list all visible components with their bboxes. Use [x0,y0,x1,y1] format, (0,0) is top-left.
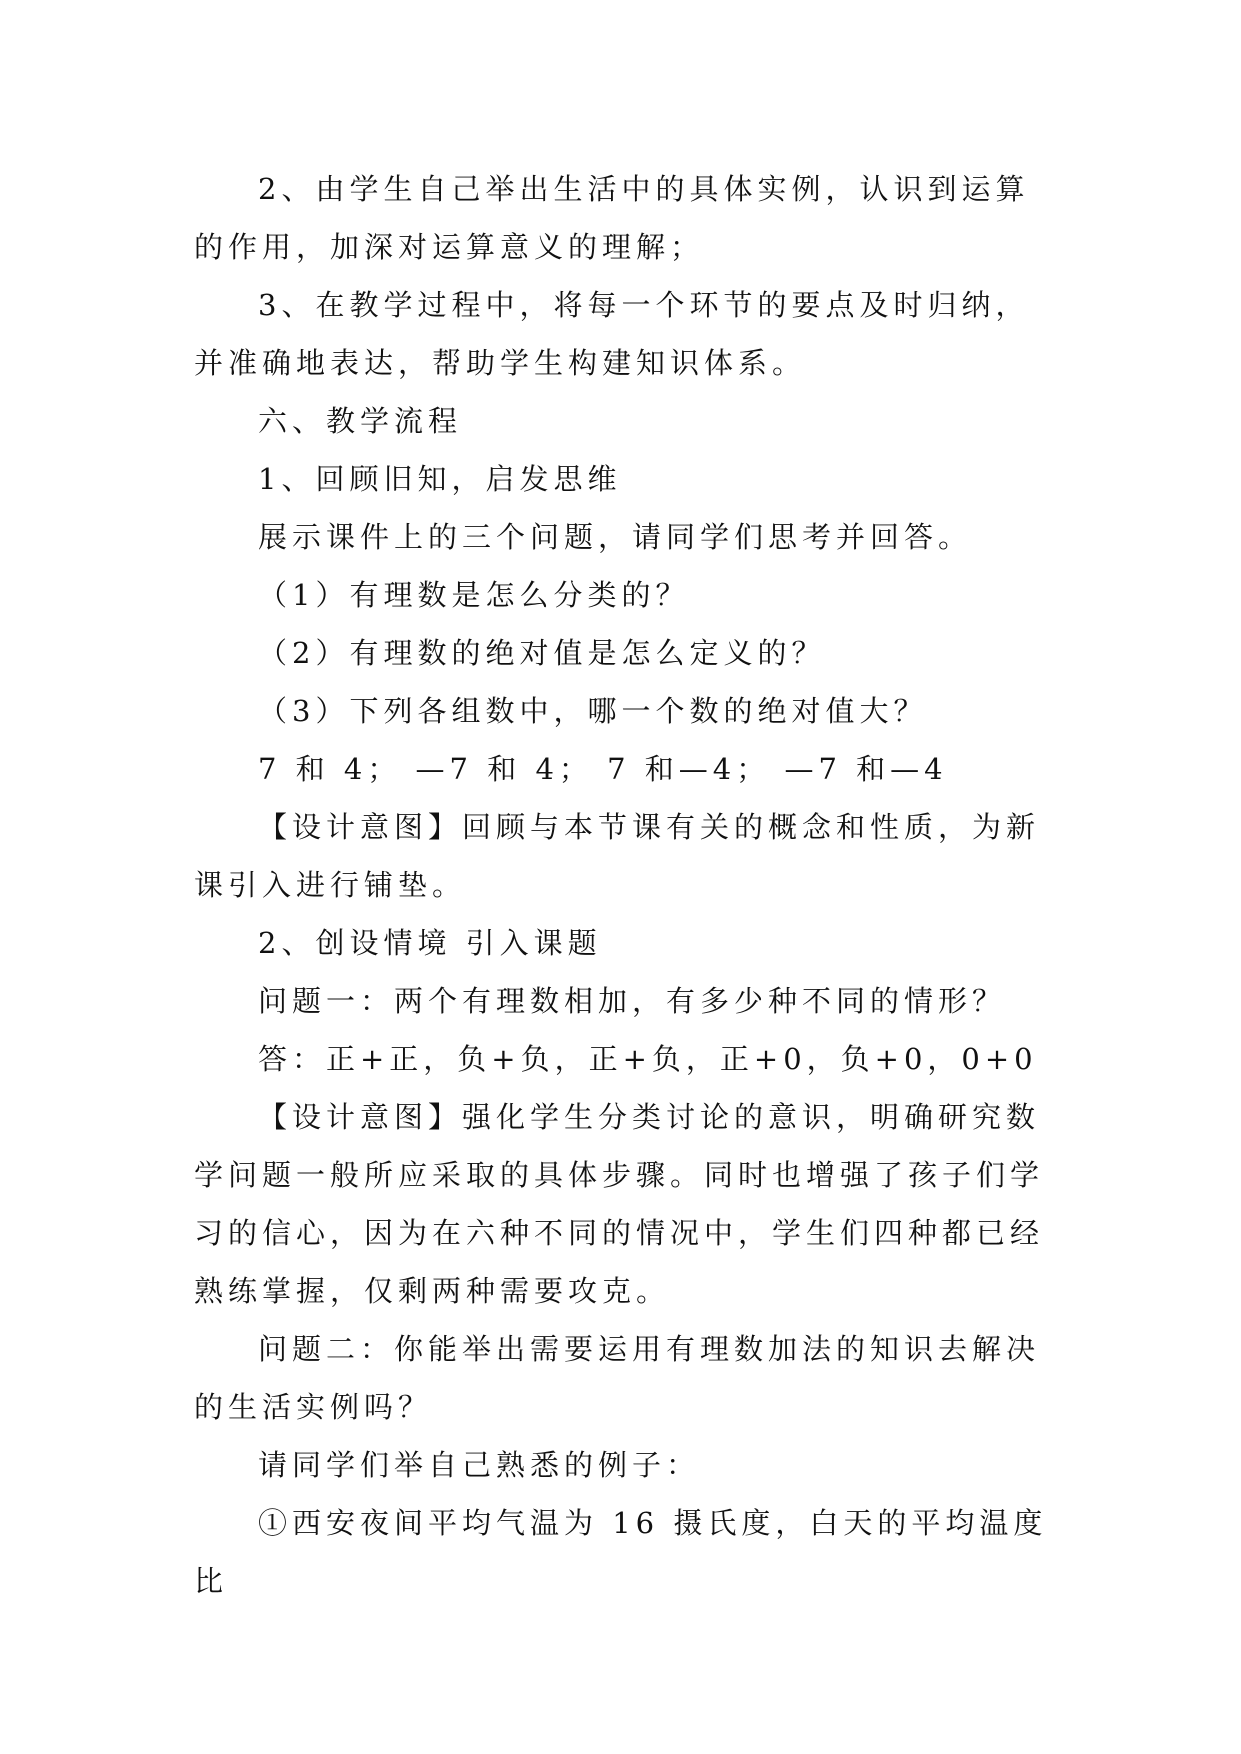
number-pairs-line: 7 和 4； —7 和 4； 7 和—4； —7 和—4 [258,752,948,786]
question-item-3: （3）下列各组数中，哪一个数的绝对值大？ [258,694,928,728]
design-intent-1: 【设计意图】回顾与本节课有关的概念和性质，为新课引入进行铺垫。 [194,810,1041,902]
subsection-heading-scenario: 2、创设情境 引入课题 [258,926,602,960]
paragraph-show-questions: 展示课件上的三个问题，请同学们思考并回答。 [258,520,973,554]
answer-one: 答：正+正，负+负，正+负，正+0，负+0，0+0 [258,1042,1038,1076]
question-item-1: （1）有理数是怎么分类的？ [258,578,690,612]
example-prompt: 请同学们举自己熟悉的例子： [258,1448,701,1482]
problem-two: 问题二：你能举出需要运用有理数加法的知识去解决的生活实例吗？ [194,1332,1041,1424]
problem-one: 问题一：两个有理数相加，有多少种不同的情形？ [258,984,1007,1018]
example-item-1: ①西安夜间平均气温为 16 摄氏度，白天的平均温度比 [194,1506,1048,1598]
paragraph-objective-2: 2、由学生自己举出生活中的具体实例，认识到运算的作用，加深对运算意义的理解； [194,172,1030,264]
subsection-heading-review: 1、回顾旧知，启发思维 [258,462,622,496]
paragraph-objective-3: 3、在教学过程中，将每一个环节的要点及时归纳，并准确地表达，帮助学生构建知识体系。 [194,288,1030,380]
question-item-2: （2）有理数的绝对值是怎么定义的？ [258,636,826,670]
document-body [194,160,1054,1610]
design-intent-2: 【设计意图】强化学生分类讨论的意识，明确研究数学问题一般所应采取的具体步骤。同时也增强了孩子们学习的信心，因为在六种不同的情况中，学生们四种都已经熟练掌握，仅剩两种需要攻克。 [194,1100,1045,1308]
section-heading-teaching-process: 六、教学流程 [258,404,463,438]
